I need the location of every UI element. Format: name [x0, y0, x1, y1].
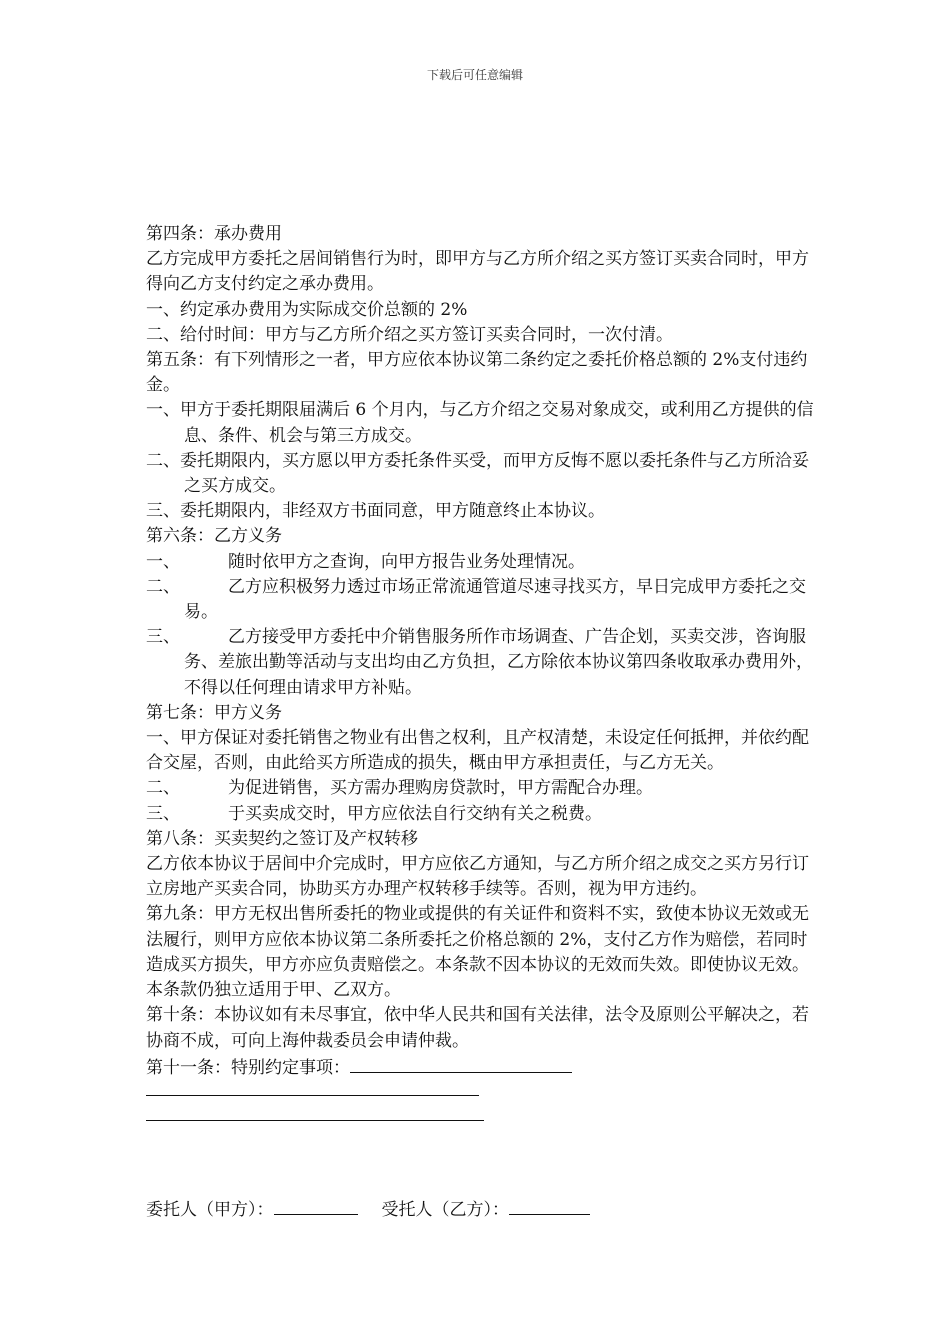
item-text: 随时依甲方之查询，向甲方报告业务处理情况。: [228, 551, 585, 572]
party-a-label: 委托人（甲方）：: [146, 1200, 274, 1220]
item-number: 三、: [146, 803, 180, 824]
article-8-title: 第八条：买卖契约之签订及产权转移: [146, 828, 418, 849]
article-4-title: 第四条：承办费用: [146, 224, 282, 244]
item-number: 二、: [146, 576, 180, 597]
article-4-item-2: 二、给付时间：甲方与乙方所介绍之买方签订买卖合同时，一次付清。: [146, 324, 673, 345]
article-6-title: 第六条：乙方义务: [146, 526, 282, 547]
article-7-title: 第七条：甲方义务: [146, 702, 282, 723]
item-number: 一、: [146, 551, 180, 572]
article-5-item-3: 三、委托期限内，非经双方书面同意，甲方随意终止本协议。: [146, 501, 605, 522]
article-5-title: 第五条：有下列情形之一者，甲方应依本协议第二条约定之委托价格总额的 2%支付违约金。: [146, 350, 808, 396]
article-7-item-3: [146, 802, 814, 827]
party-a-signature-blank[interactable]: [274, 1196, 358, 1215]
article-7-item-2: [146, 776, 814, 801]
article-6-item-2: [146, 575, 814, 625]
item-text: 乙方应积极努力透过市场正常流通管道尽速寻找买方，早日完成甲方委托之交易。: [184, 576, 806, 623]
article-11-label: 第十一条：特别约定事项：: [146, 1057, 350, 1078]
item-text: 为促进销售，买方需办理购房贷款时，甲方需配合办理。: [228, 778, 653, 799]
article-7-item-1: 一、甲方保证对委托销售之物业有出售之权利，且产权清楚，未设定任何抵押，并依约配合交屋，否则，由此给买方所造成的损失，概由甲方承担责任，与乙方无关。: [146, 728, 809, 774]
special-terms-line-2[interactable]: [146, 1120, 484, 1121]
article-5-item-2: 二、委托期限内，买方愿以甲方委托条件买受，而甲方反悔不愿以委托条件与乙方所洽妥之买方成交。: [146, 450, 809, 497]
item-text: 于买卖成交时，甲方应依法自行交纳有关之税费。: [228, 803, 602, 824]
party-b-label: 受托人（乙方）：: [381, 1200, 509, 1220]
article-10: 第十条：本协议如有未尽事宜，依中华人民共和国有关法律，法令及原则公平解决之，若协商不成，可向上海仲裁委员会申请仲裁。: [146, 1005, 809, 1051]
item-number: 三、: [146, 627, 180, 648]
article-4-item-1: 一、约定承办费用为实际成交价总额的 2%: [146, 299, 468, 320]
article-6-item-3: [146, 625, 814, 701]
article-6-item-1: [146, 550, 814, 575]
article-4-body: 乙方完成甲方委托之居间销售行为时，即甲方与乙方所介绍之买方签订买卖合同时，甲方得向乙方支付约定之承办费用。: [146, 249, 809, 295]
item-text: 乙方接受甲方委托中介销售服务所作市场调查、广告企划，买卖交涉，咨询服务、差旅出勤等活动与支出均由乙方负担，乙方除依本协议第四条收取承办费用外，不得以任何理由请求甲方补贴。: [184, 627, 813, 698]
article-9: 第九条：甲方无权出售所委托的物业或提供的有关证件和资料不实，致使本协议无效或无法履行，则甲方应依本协议第二条所委托之价格总额的 2%，支付乙方作为赔偿，若同时造成买方损失，甲方亦应负责赔偿之。本条款不因本协议的无效而失效。即使协议无效。本条款仍独立适用于甲、乙双方。: [146, 904, 809, 1001]
article-11: [146, 1054, 814, 1081]
contract-body: [146, 222, 814, 1121]
item-number: 二、: [146, 778, 180, 799]
signature-row: [146, 1196, 590, 1223]
page-header-note: 下载后可任意编辑: [426, 68, 523, 82]
party-b-signature-blank[interactable]: [509, 1196, 590, 1215]
special-terms-blank[interactable]: [350, 1054, 572, 1073]
article-5-item-1: 一、甲方于委托期限届满后 6 个月内，与乙方介绍之交易对象成交，或利用乙方提供的信息、条件、机会与第三方成交。: [146, 400, 814, 446]
article-8-body: 乙方依本协议于居间中介完成时，甲方应依乙方通知，与乙方所介绍之成交之买方另行订立房地产买卖合同，协助买方办理产权转移手续等。否则，视为甲方违约。: [146, 854, 809, 900]
